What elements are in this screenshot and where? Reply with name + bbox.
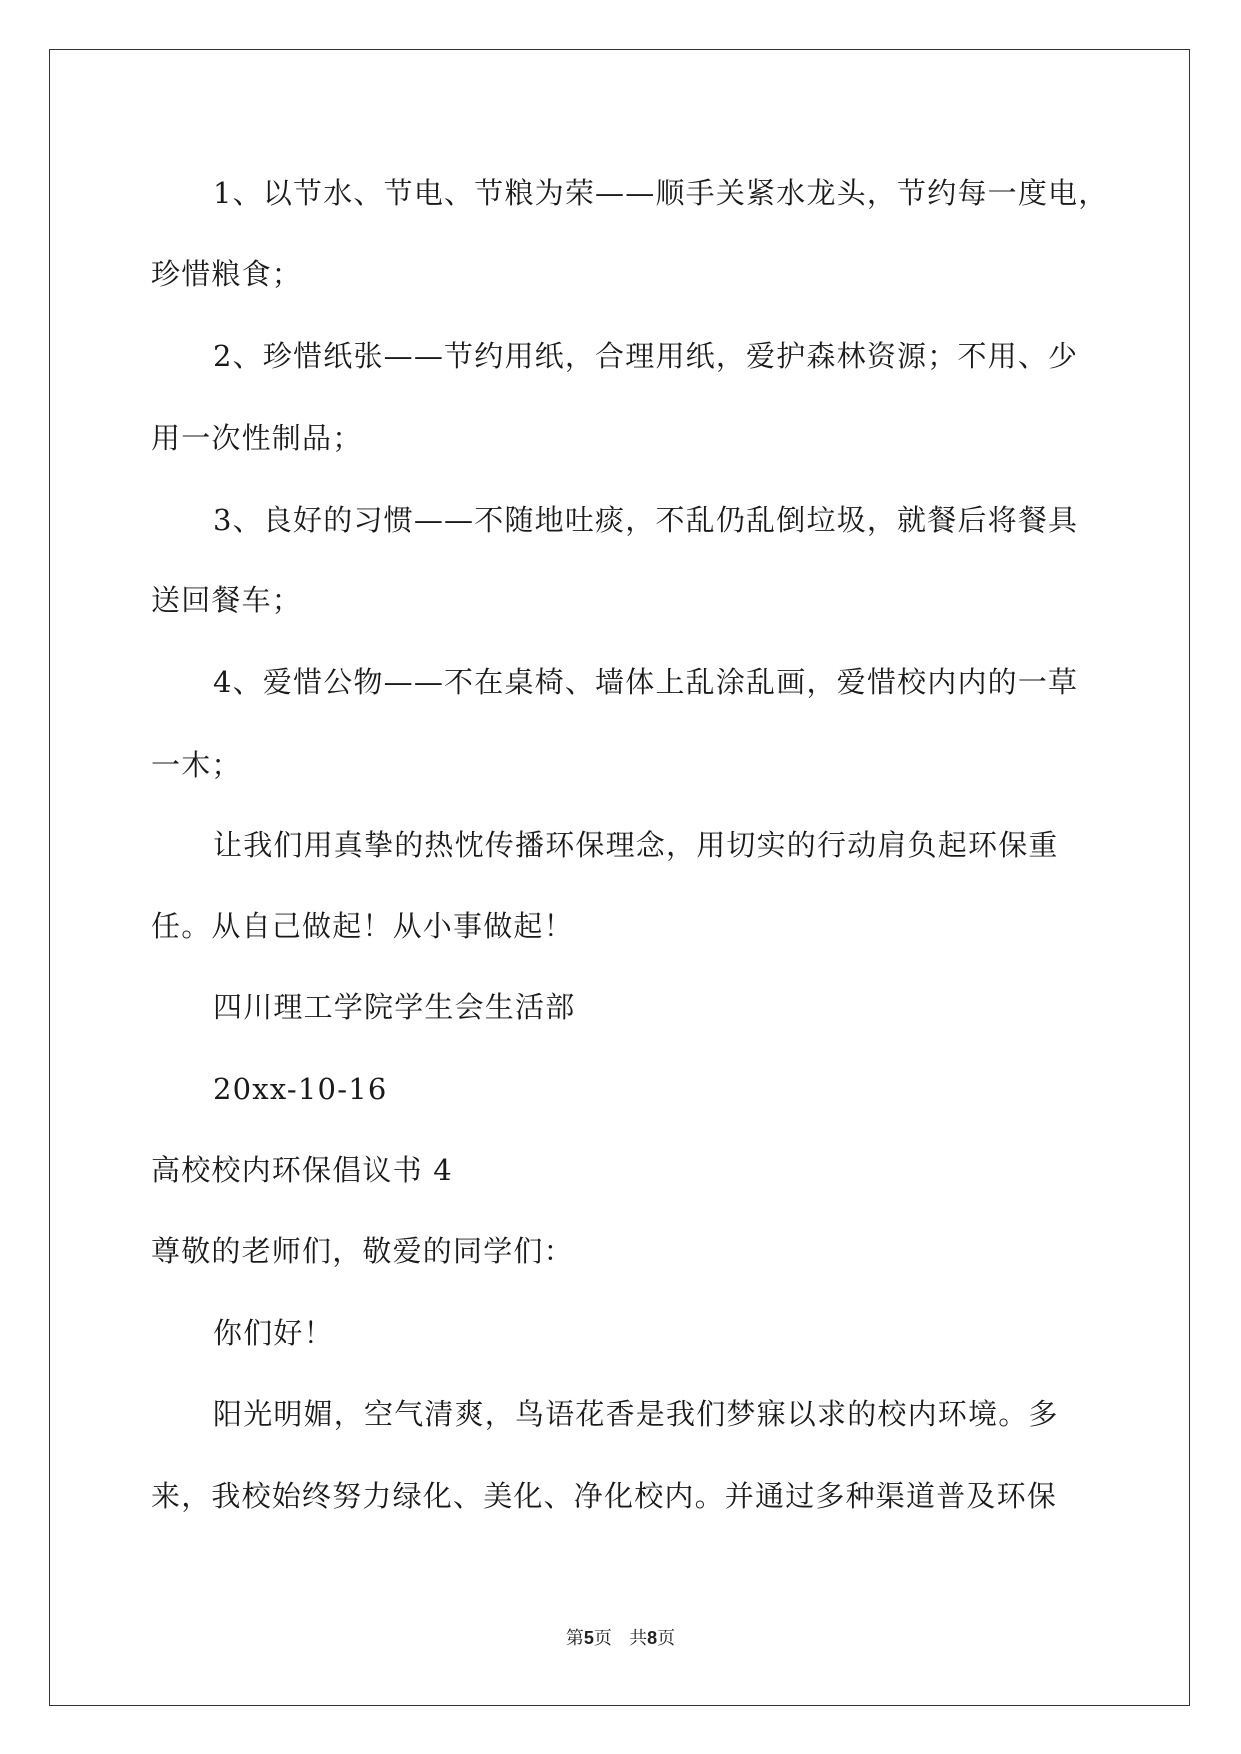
paragraph-line: 让我们用真挚的热忱传播环保理念，用切实的行动肩负起环保重: [213, 828, 1059, 862]
paragraph-line: 阳光明媚，空气清爽，鸟语花香是我们梦寐以求的校内环境。多: [213, 1397, 1059, 1431]
current-page-number: 5: [583, 1628, 594, 1648]
footer-prefix: 第: [565, 1628, 584, 1649]
signature-org: 四川理工学院学生会生活部: [213, 990, 576, 1024]
signature-date: 20xx-10-16: [213, 1072, 388, 1106]
paragraph-line: 任。从自己做起！从小事做起！: [151, 909, 574, 943]
footer-middle: 页 共: [593, 1628, 648, 1649]
paragraph-line: 2、珍惜纸张——节约用纸，合理用纸，爱护森林资源；不用、少: [213, 339, 1079, 373]
paragraph-line: 1、以节水、节电、节粮为荣——顺手关紧水龙头，节约每一度电，: [213, 176, 1109, 210]
page-border: [49, 49, 1190, 1706]
page-footer: [0, 1626, 1241, 1651]
section-title: 高校校内环保倡议书 4: [151, 1153, 453, 1187]
paragraph-line: 来，我校始终努力绿化、美化、净化校内。并通过多种渠道普及环保: [151, 1479, 1058, 1513]
paragraph-line: 用一次性制品；: [151, 421, 363, 455]
footer-suffix: 页: [657, 1628, 676, 1649]
paragraph-line: 一木；: [151, 748, 242, 782]
paragraph-line: 4、爱惜公物——不在桌椅、墙体上乱涂乱画，爱惜校内内的一草: [213, 665, 1079, 699]
total-pages-number: 8: [647, 1628, 658, 1648]
paragraph-line: 3、良好的习惯——不随地吐痰，不乱仍乱倒垃圾，就餐后将餐具: [213, 503, 1079, 537]
paragraph-line: 珍惜粮食；: [151, 257, 303, 291]
greeting: 你们好！: [213, 1316, 334, 1350]
paragraph-line: 送回餐车；: [151, 583, 303, 617]
salutation: 尊敬的老师们，敬爱的同学们：: [151, 1234, 574, 1268]
